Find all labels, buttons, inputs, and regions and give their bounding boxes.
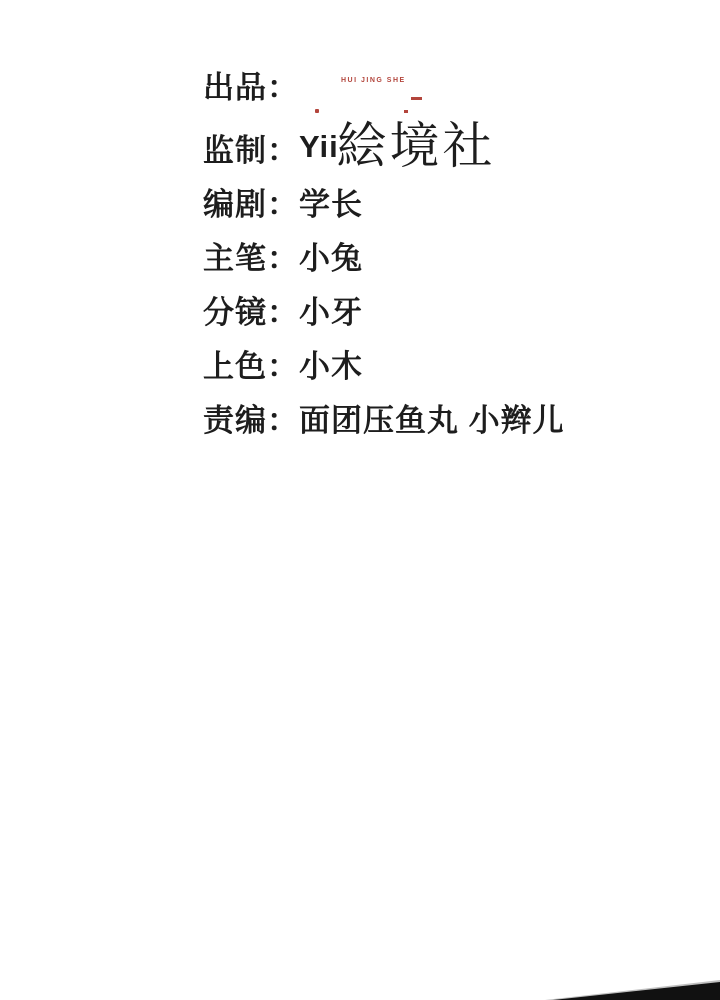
studio-logo-pinyin: HUI JING SHE	[341, 77, 406, 84]
logo-accent-mark	[404, 110, 408, 113]
studio-logo-text: 絵境社	[336, 118, 496, 174]
studio-logo	[301, 77, 496, 243]
credit-role-label: 责编：	[203, 402, 299, 438]
credit-name-value: 面团压鱼丸 小辫儿	[299, 402, 565, 438]
credit-name-value: 小木	[299, 348, 363, 384]
credits-block	[203, 62, 565, 444]
credit-role-label: 主笔：	[203, 240, 299, 276]
credit-row	[203, 282, 565, 336]
credit-role-label: 编剧：	[203, 186, 299, 222]
credit-name-value: 小牙	[299, 294, 363, 330]
logo-accent-mark	[315, 109, 319, 113]
credit-name-value: 学长	[299, 186, 363, 222]
credit-row	[203, 336, 565, 390]
credit-role-label: 分镜：	[203, 294, 299, 330]
logo-accent-mark	[411, 97, 422, 100]
page-corner-ink-wedge	[545, 978, 720, 1000]
credit-role-label: 监制：	[203, 132, 299, 168]
credit-role-label: 上色：	[203, 348, 299, 384]
credit-name-value: 小兔	[299, 240, 363, 276]
credit-role-label: 出品：	[203, 70, 299, 105]
credit-row	[203, 390, 565, 444]
credit-name-value: Yii	[299, 129, 339, 164]
